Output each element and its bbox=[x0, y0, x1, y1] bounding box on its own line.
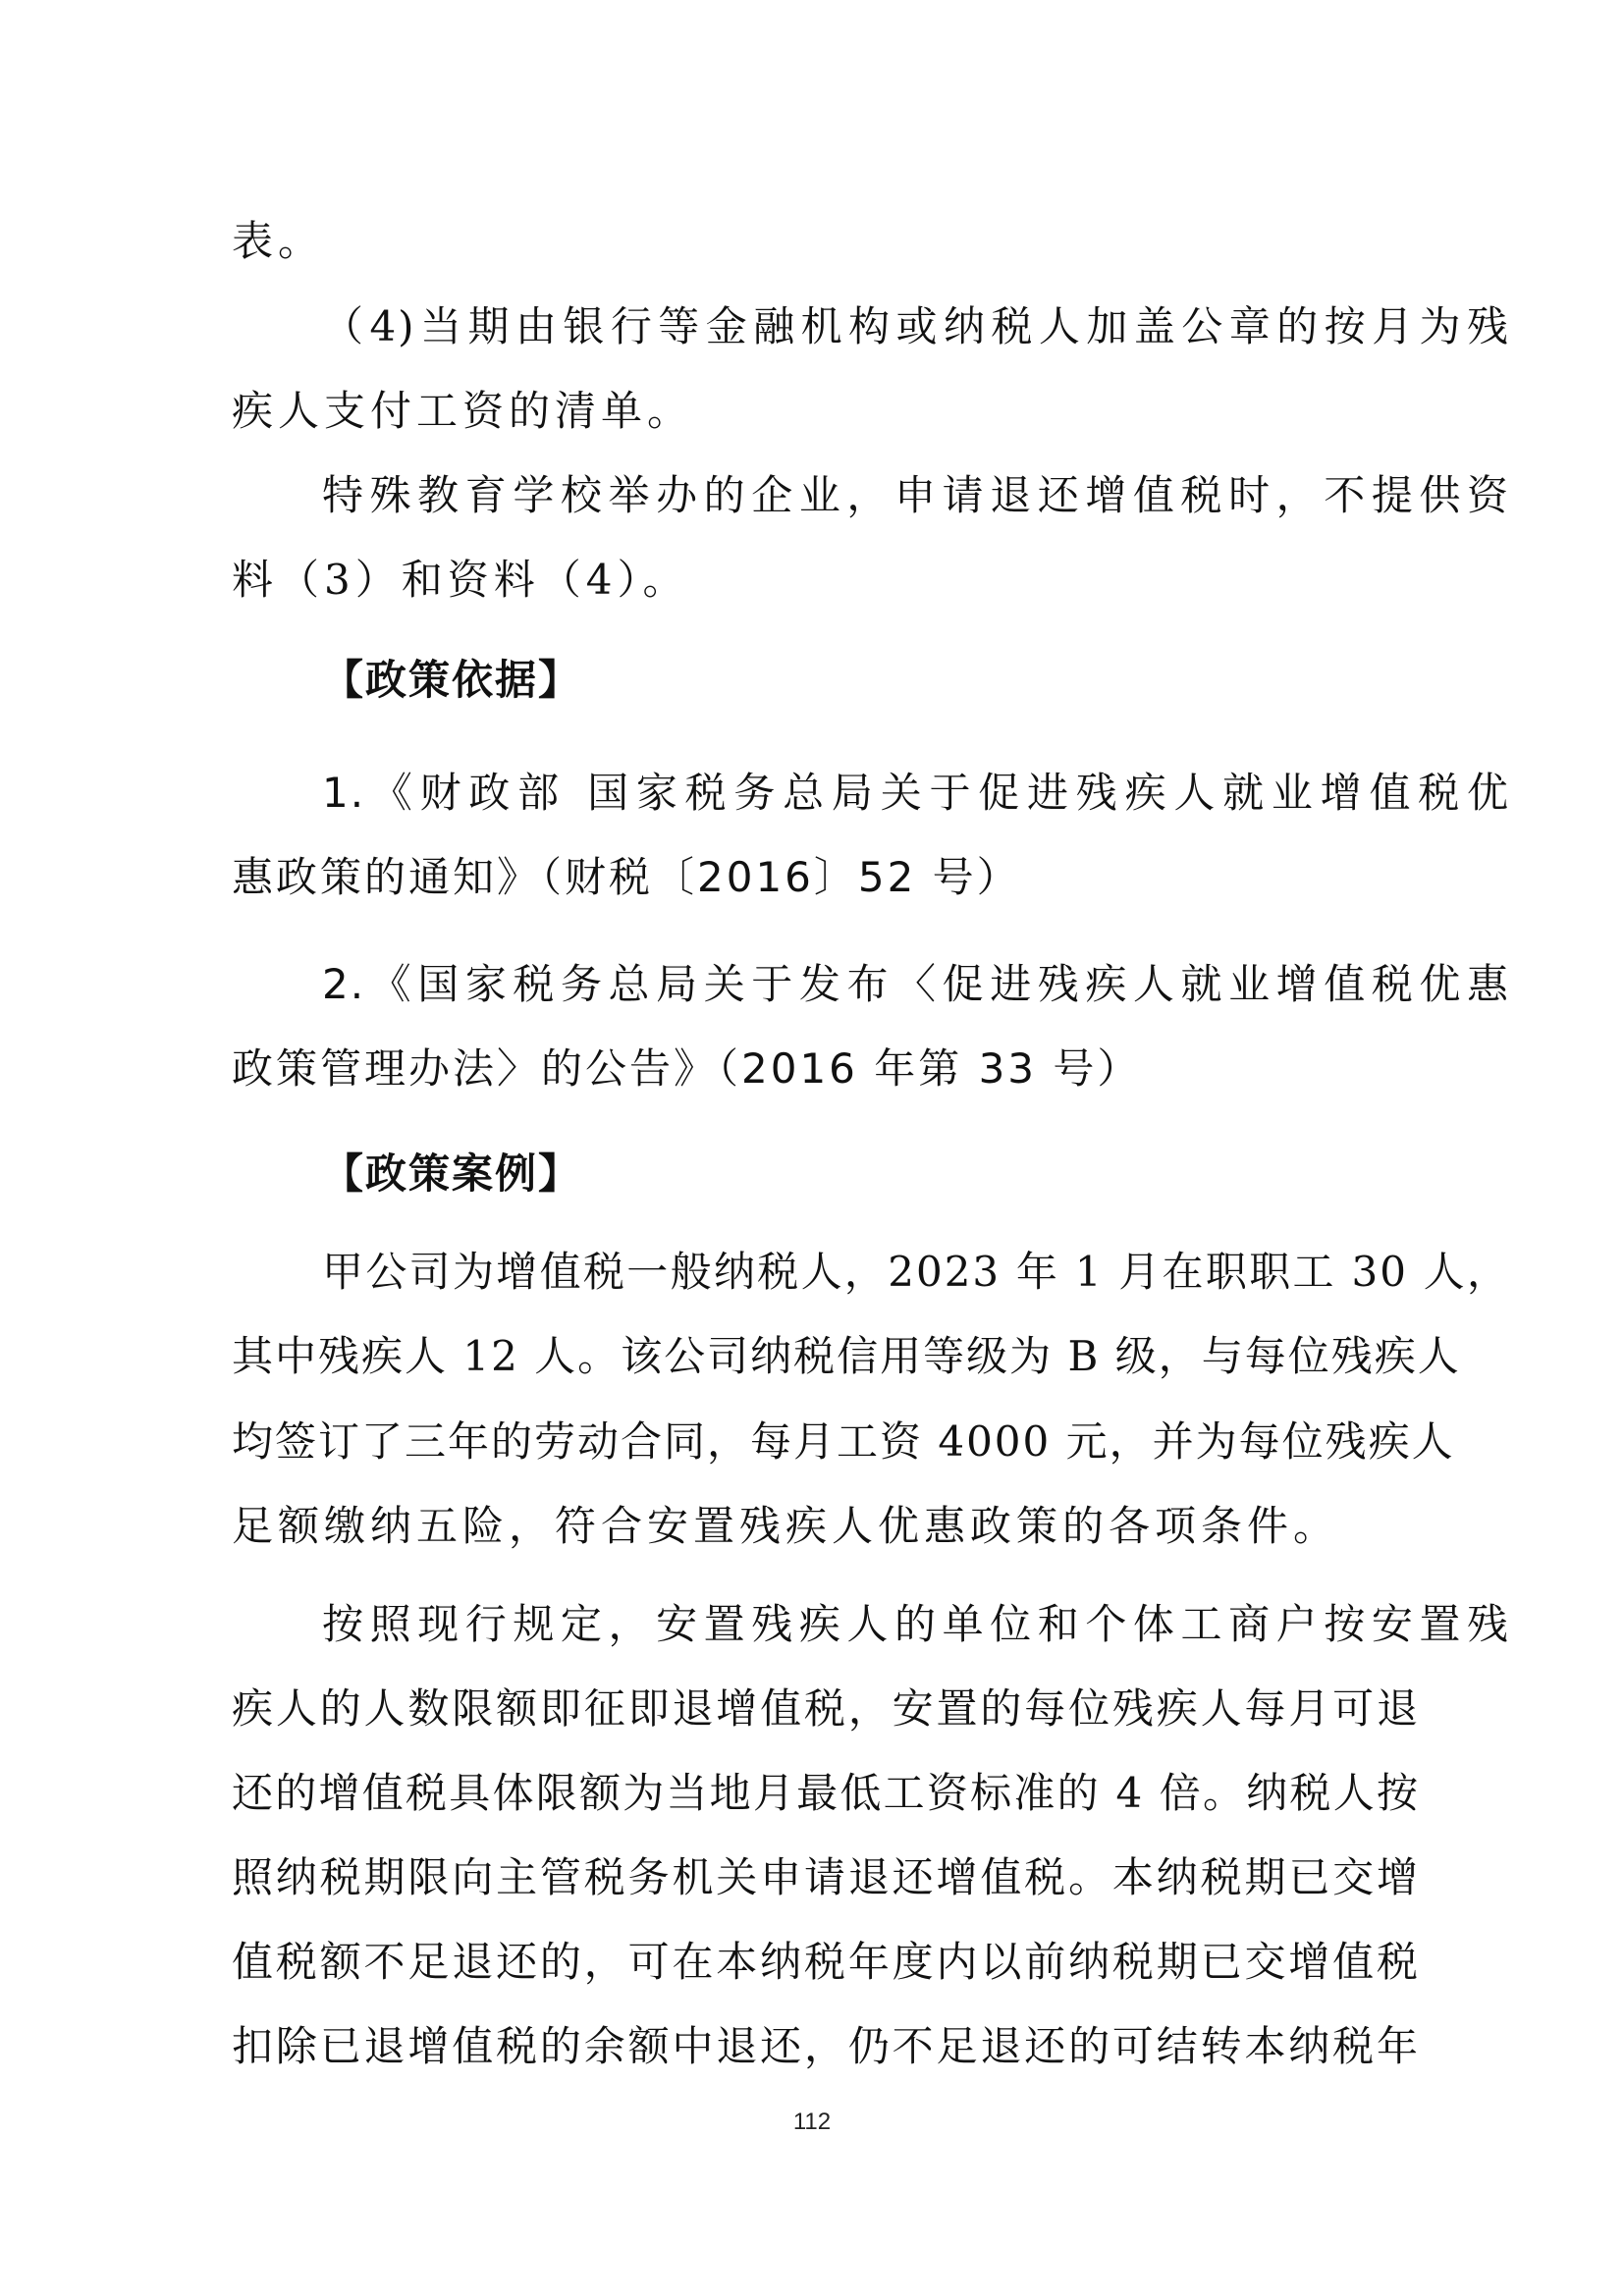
policy-reference: 1.《财政部 国家税务总局关于促进残疾人就业增值税优 bbox=[322, 769, 1510, 817]
policy-reference: 2.《国家税务总局关于发布〈促进残疾人就业增值税优惠 bbox=[322, 960, 1510, 1008]
text-line: 按照现行规定，安置残疾人的单位和个体工商户按安置残 bbox=[322, 1600, 1510, 1648]
text-line: 照纳税期限向主管税务机关申请退还增值税。本纳税期已交增 bbox=[232, 1853, 1420, 1901]
text-line: 料（3）和资料（4）。 bbox=[232, 556, 689, 604]
text-line: 疾人支付工资的清单。 bbox=[232, 387, 694, 435]
text-line: 扣除已退增值税的余额中退还，仍不足退还的可结转本纳税年 bbox=[232, 2022, 1420, 2070]
text-line: 疾人的人数限额即征即退增值税，安置的每位残疾人每月可退 bbox=[232, 1684, 1420, 1733]
text-line: （4)当期由银行等金融机构或纳税人加盖公章的按月为残 bbox=[322, 302, 1510, 350]
policy-reference: 惠政策的通知》（财税〔2016〕52 号） bbox=[232, 853, 1021, 901]
section-heading-policy-case: 【政策案例】 bbox=[322, 1149, 582, 1198]
text-line: 均签订了三年的劳动合同，每月工资 4000 元，并为每位残疾人 bbox=[232, 1417, 1455, 1466]
page-number: 112 bbox=[792, 2109, 832, 2135]
text-line: 足额缴纳五险，符合安置残疾人优惠政策的各项条件。 bbox=[232, 1502, 1340, 1550]
text-line: 表。 bbox=[232, 217, 325, 265]
text-line: 值税额不足退还的，可在本纳税年度内以前纳税期已交增值税 bbox=[232, 1938, 1420, 1986]
text-line: 甲公司为增值税一般纳税人，2023 年 1 月在职职工 30 人， bbox=[322, 1248, 1510, 1296]
text-line: 还的增值税具体限额为当地月最低工资标准的 4 倍。纳税人按 bbox=[232, 1769, 1420, 1817]
policy-reference: 政策管理办法〉的公告》（2016 年第 33 号） bbox=[232, 1044, 1142, 1093]
text-line: 其中残疾人 12 人。该公司纳税信用等级为 B 级，与每位残疾人 bbox=[232, 1332, 1461, 1380]
text-line: 特殊教育学校举办的企业，申请退还增值税时，不提供资 bbox=[322, 471, 1510, 519]
section-heading-policy-basis: 【政策依据】 bbox=[322, 656, 582, 704]
